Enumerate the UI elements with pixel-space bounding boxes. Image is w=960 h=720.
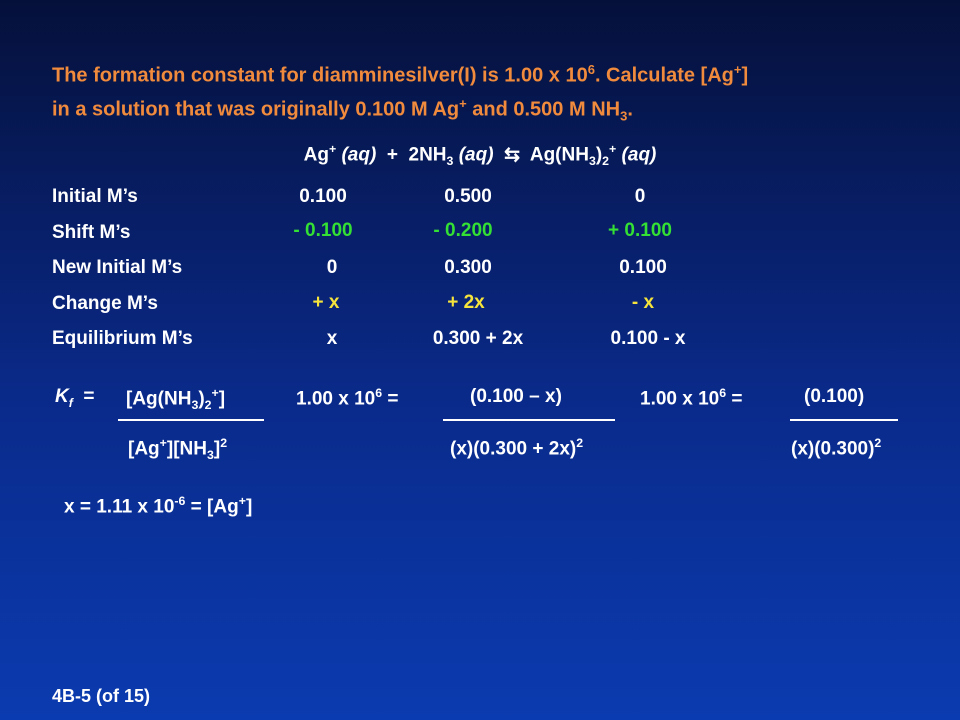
problem-line-2: in a solution that was originally 0.100 M Ag+ and 0.500 M $NH_3$.	[52, 95, 633, 124]
row-label-equilibrium: Equilibrium M’s	[52, 328, 193, 349]
kf-fraction-bar-3	[790, 419, 898, 421]
cell-initial-nh3: 0.500	[444, 186, 492, 207]
row-label-new-initial: New Initial M’s	[52, 257, 183, 278]
row-label-shift: Shift M’s	[52, 222, 131, 243]
kf-denominator-3: $(x)(0.300)^2$	[791, 436, 882, 460]
kf-numerator-3: (0.100)	[804, 386, 865, 407]
problem-statement	[52, 56, 748, 130]
slide-number: 4B-5 (of 15)	[52, 686, 151, 706]
cell-change-complex: - x	[631, 292, 655, 313]
kf-value-lhs-2: 1.00 x $10^6$ =	[640, 386, 743, 410]
cell-shift-complex: + 0.100	[608, 220, 672, 241]
kf-numerator: $[Ag(NH_3)_2^+]$	[126, 386, 226, 413]
kf-symbol: $K_f$ =	[55, 386, 95, 410]
kf-numerator-2: (0.100 – x)	[470, 386, 562, 407]
reaction-equation: Ag+ $(aq) + 2NH_3$ (aq) ⇆ $Ag(NH_3)_2^+$ (aq)	[303, 142, 657, 169]
kf-value-lhs-1: 1.00 x $10^6$ =	[296, 386, 399, 410]
row-label-initial: Initial M’s	[52, 186, 138, 207]
cell-new-initial-complex: 0.100	[619, 257, 667, 278]
cell-change-nh3: + 2x	[447, 292, 485, 313]
cell-initial-ag: 0.100	[299, 186, 347, 207]
cell-initial-complex: 0	[634, 186, 646, 207]
cell-equilibrium-ag: x	[326, 328, 338, 349]
kf-denominator: $[Ag^+][NH_3]^2$	[128, 436, 228, 463]
problem-line-1: The formation constant for diamminesilver(I) is 1.00 x $10^6$. Calculate [Ag+]	[52, 62, 749, 87]
kf-fraction-bar-2	[443, 419, 615, 421]
kf-denominator-2: $(x)(0.300 + 2x)^2$	[450, 436, 584, 460]
cell-new-initial-ag: 0	[326, 257, 338, 278]
cell-shift-nh3: - 0.200	[433, 220, 493, 241]
answer-line: x = 1.11 x $10^{-6} = [Ag^+]$	[64, 494, 253, 518]
cell-shift-ag: - 0.100	[293, 220, 353, 241]
cell-new-initial-nh3: 0.300	[444, 257, 492, 278]
cell-equilibrium-nh3: 0.300 + 2x	[432, 328, 524, 349]
kf-fraction-bar	[118, 419, 264, 421]
row-label-change: Change M’s	[52, 293, 158, 314]
equilibrium-arrow-icon: ⇆	[504, 144, 520, 166]
cell-change-ag: + x	[312, 292, 340, 313]
cell-equilibrium-complex: 0.100 - x	[610, 328, 686, 349]
